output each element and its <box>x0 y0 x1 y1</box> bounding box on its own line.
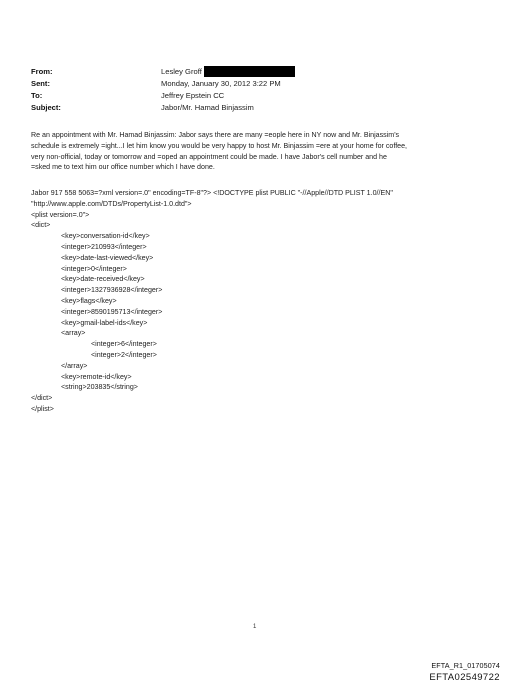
subject-row <box>31 102 471 114</box>
xml-line: <key>flags</key> <box>61 296 117 305</box>
page-number: 1 <box>253 624 257 630</box>
xml-line: <integer>0</integer> <box>61 264 127 273</box>
xml-line: </plist> <box>31 404 54 413</box>
xml-line: <key>gmail-label-ids</key> <box>61 318 148 327</box>
email-header <box>31 65 471 114</box>
xml-line: <plist version=.0"> <box>31 210 90 219</box>
xml-line: <integer>210993</integer> <box>61 242 147 251</box>
to-value: Jeffrey Epstein CC <box>161 90 225 100</box>
to-label: To: <box>31 90 43 100</box>
from-value-wrap <box>161 66 295 77</box>
xml-line: <key>conversation-id</key> <box>61 232 150 241</box>
xml-line: <key>date-last-viewed</key> <box>61 253 154 262</box>
body-line: =sked me to text him our office number which I have done. <box>31 163 215 172</box>
xml-line: </dict> <box>31 394 53 403</box>
message-body <box>31 130 481 173</box>
xml-line: <integer>1327936928</integer> <box>61 286 163 295</box>
sent-row <box>31 77 471 89</box>
from-value: Lesley Groff <box>161 66 202 76</box>
xml-line: <integer>6</integer> <box>91 340 157 349</box>
body-line: very non-official, today or tomorrow and =oped an appointment could be made. I have Jabor's cell number and he <box>31 152 387 161</box>
bates-stamp-large: EFTA02549722 <box>429 672 500 683</box>
xml-line: <key>date-received</key> <box>61 275 145 284</box>
xml-line: <integer>2</integer> <box>91 350 157 359</box>
xml-line: <key>remote-id</key> <box>61 372 132 381</box>
redaction-box <box>204 66 295 77</box>
subject-value: Jabor/Mr. Hamad Binjassim <box>161 103 254 113</box>
body-line: schedule is extremely =ight...I let him know you would be very happy to host Mr. Binjassim =ere at your home for coffee, <box>31 141 408 150</box>
from-row <box>31 65 471 77</box>
xml-line: </array> <box>61 361 88 370</box>
xml-line: <dict> <box>31 221 51 230</box>
from-label: From: <box>31 66 53 76</box>
sent-value: Monday, January 30, 2012 3:22 PM <box>161 78 281 88</box>
to-row <box>31 89 471 101</box>
xml-line: <string>203835</string> <box>61 383 138 392</box>
body-line: Re an appointment with Mr. Hamad Binjassim: Jabor says there are many =eople here in NY now and Mr. Binjassim's <box>31 131 400 139</box>
xml-block <box>31 188 481 415</box>
xml-line: "http://www.apple.com/DTDs/PropertyList-1.0.dtd"> <box>31 199 192 208</box>
sent-label: Sent: <box>31 78 50 88</box>
xml-line: Jabor 917 558 5063=?xml version=.0" encoding=TF-8"?> <!DOCTYPE plist PUBLIC "-//Apple//DTD PLIST 1.0//EN" <box>31 189 393 197</box>
xml-line: <integer>8590195713</integer> <box>61 307 163 316</box>
bates-stamp-small: EFTA_R1_01705074 <box>431 661 500 670</box>
xml-line: <array> <box>61 329 86 338</box>
subject-label: Subject: <box>31 103 61 113</box>
